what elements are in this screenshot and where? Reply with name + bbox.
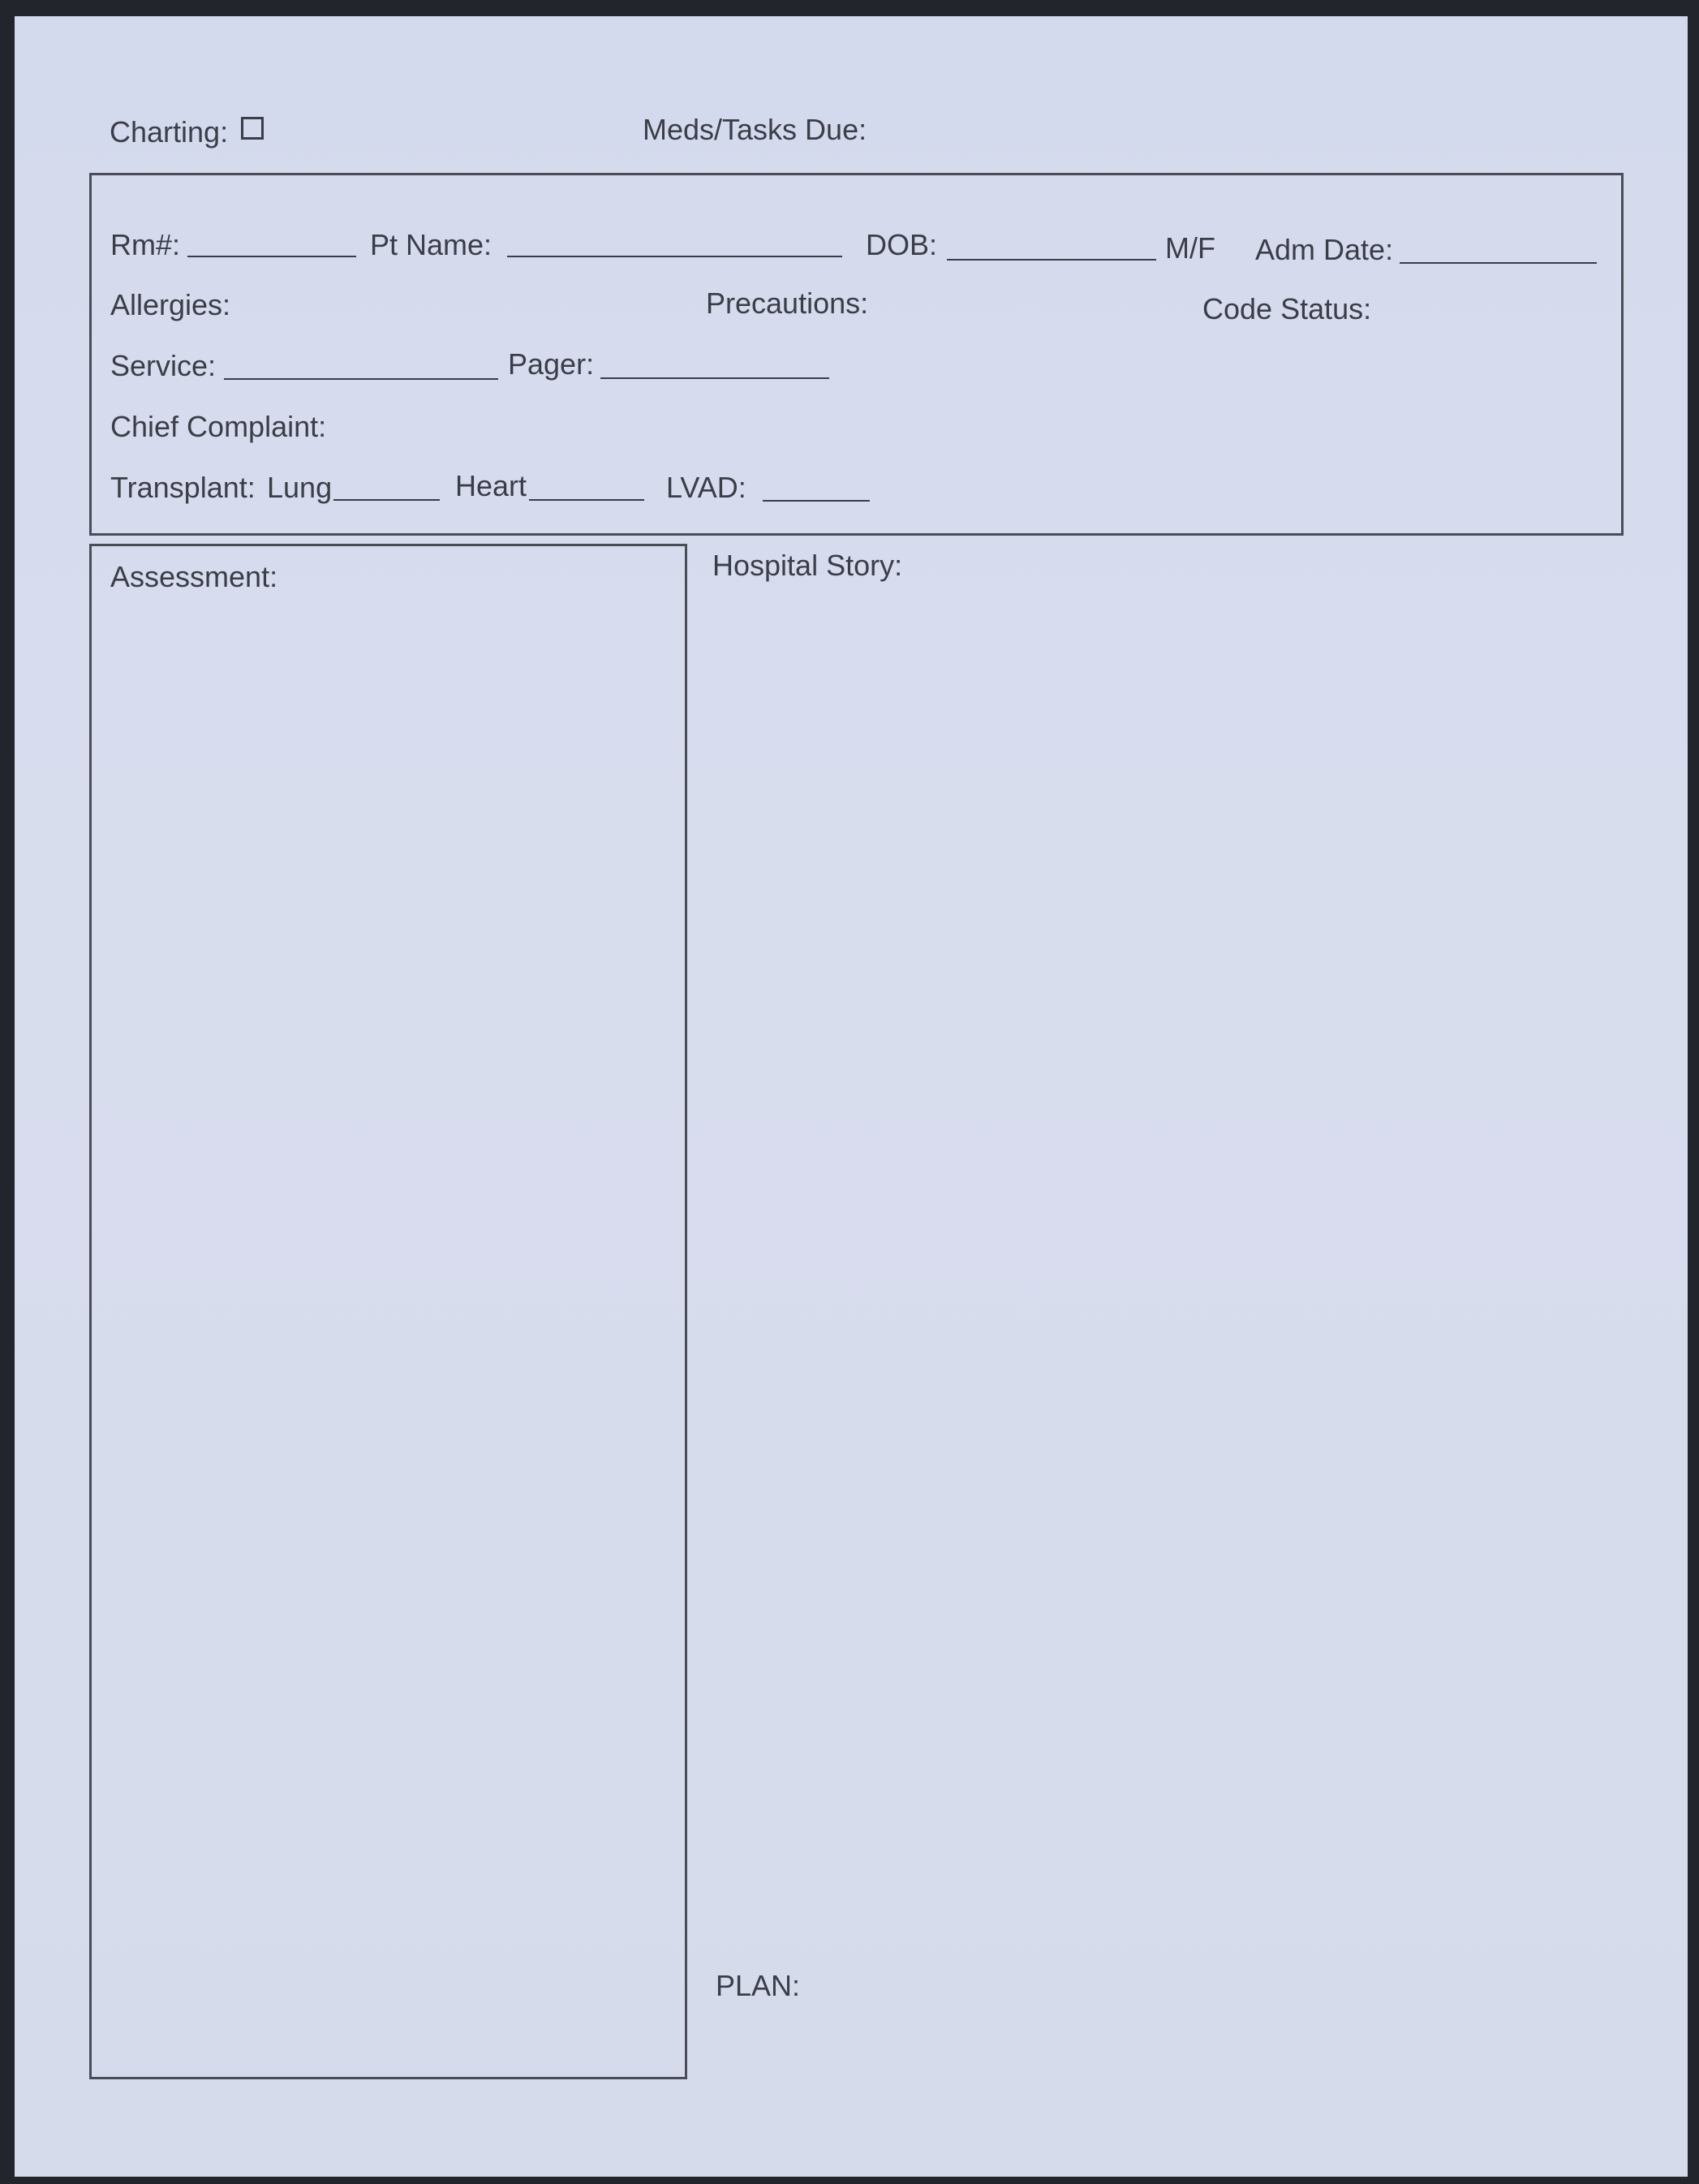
adm-date-field[interactable] xyxy=(1400,262,1597,264)
dob-field[interactable] xyxy=(947,259,1156,261)
code-status-label: Code Status: xyxy=(1202,292,1372,325)
pager-label: Pager: xyxy=(508,347,595,381)
sex-label: M/F xyxy=(1165,231,1215,265)
meds-tasks-due-label: Meds/Tasks Due: xyxy=(643,113,867,146)
pager-field[interactable] xyxy=(600,377,829,379)
heart-field[interactable] xyxy=(529,499,644,501)
precautions-label: Precautions: xyxy=(706,286,869,320)
chief-complaint-label: Chief Complaint: xyxy=(110,410,327,443)
plan-label: PLAN: xyxy=(716,1969,801,2002)
assessment-box[interactable] xyxy=(89,544,687,2079)
room-label: Rm#: xyxy=(110,228,181,261)
transplant-label: Transplant: xyxy=(110,471,256,504)
lvad-field[interactable] xyxy=(763,500,870,502)
lung-field[interactable] xyxy=(333,499,440,501)
charting-checkbox[interactable] xyxy=(241,117,264,140)
service-label: Service: xyxy=(110,349,217,382)
lung-label: Lung xyxy=(267,471,333,504)
heart-label: Heart xyxy=(455,469,527,502)
charting-label: Charting: xyxy=(110,115,229,149)
adm-date-label: Adm Date: xyxy=(1255,233,1394,266)
lvad-label: LVAD: xyxy=(666,471,746,504)
assessment-label: Assessment: xyxy=(110,560,278,593)
hospital-story-label: Hospital Story: xyxy=(712,549,903,582)
pt-name-label: Pt Name: xyxy=(370,228,492,261)
allergies-label: Allergies: xyxy=(110,288,231,321)
service-field[interactable] xyxy=(224,378,498,380)
pt-name-field[interactable] xyxy=(507,256,842,257)
room-field[interactable] xyxy=(187,256,356,257)
report-sheet xyxy=(15,16,1688,2177)
dob-label: DOB: xyxy=(866,228,938,261)
